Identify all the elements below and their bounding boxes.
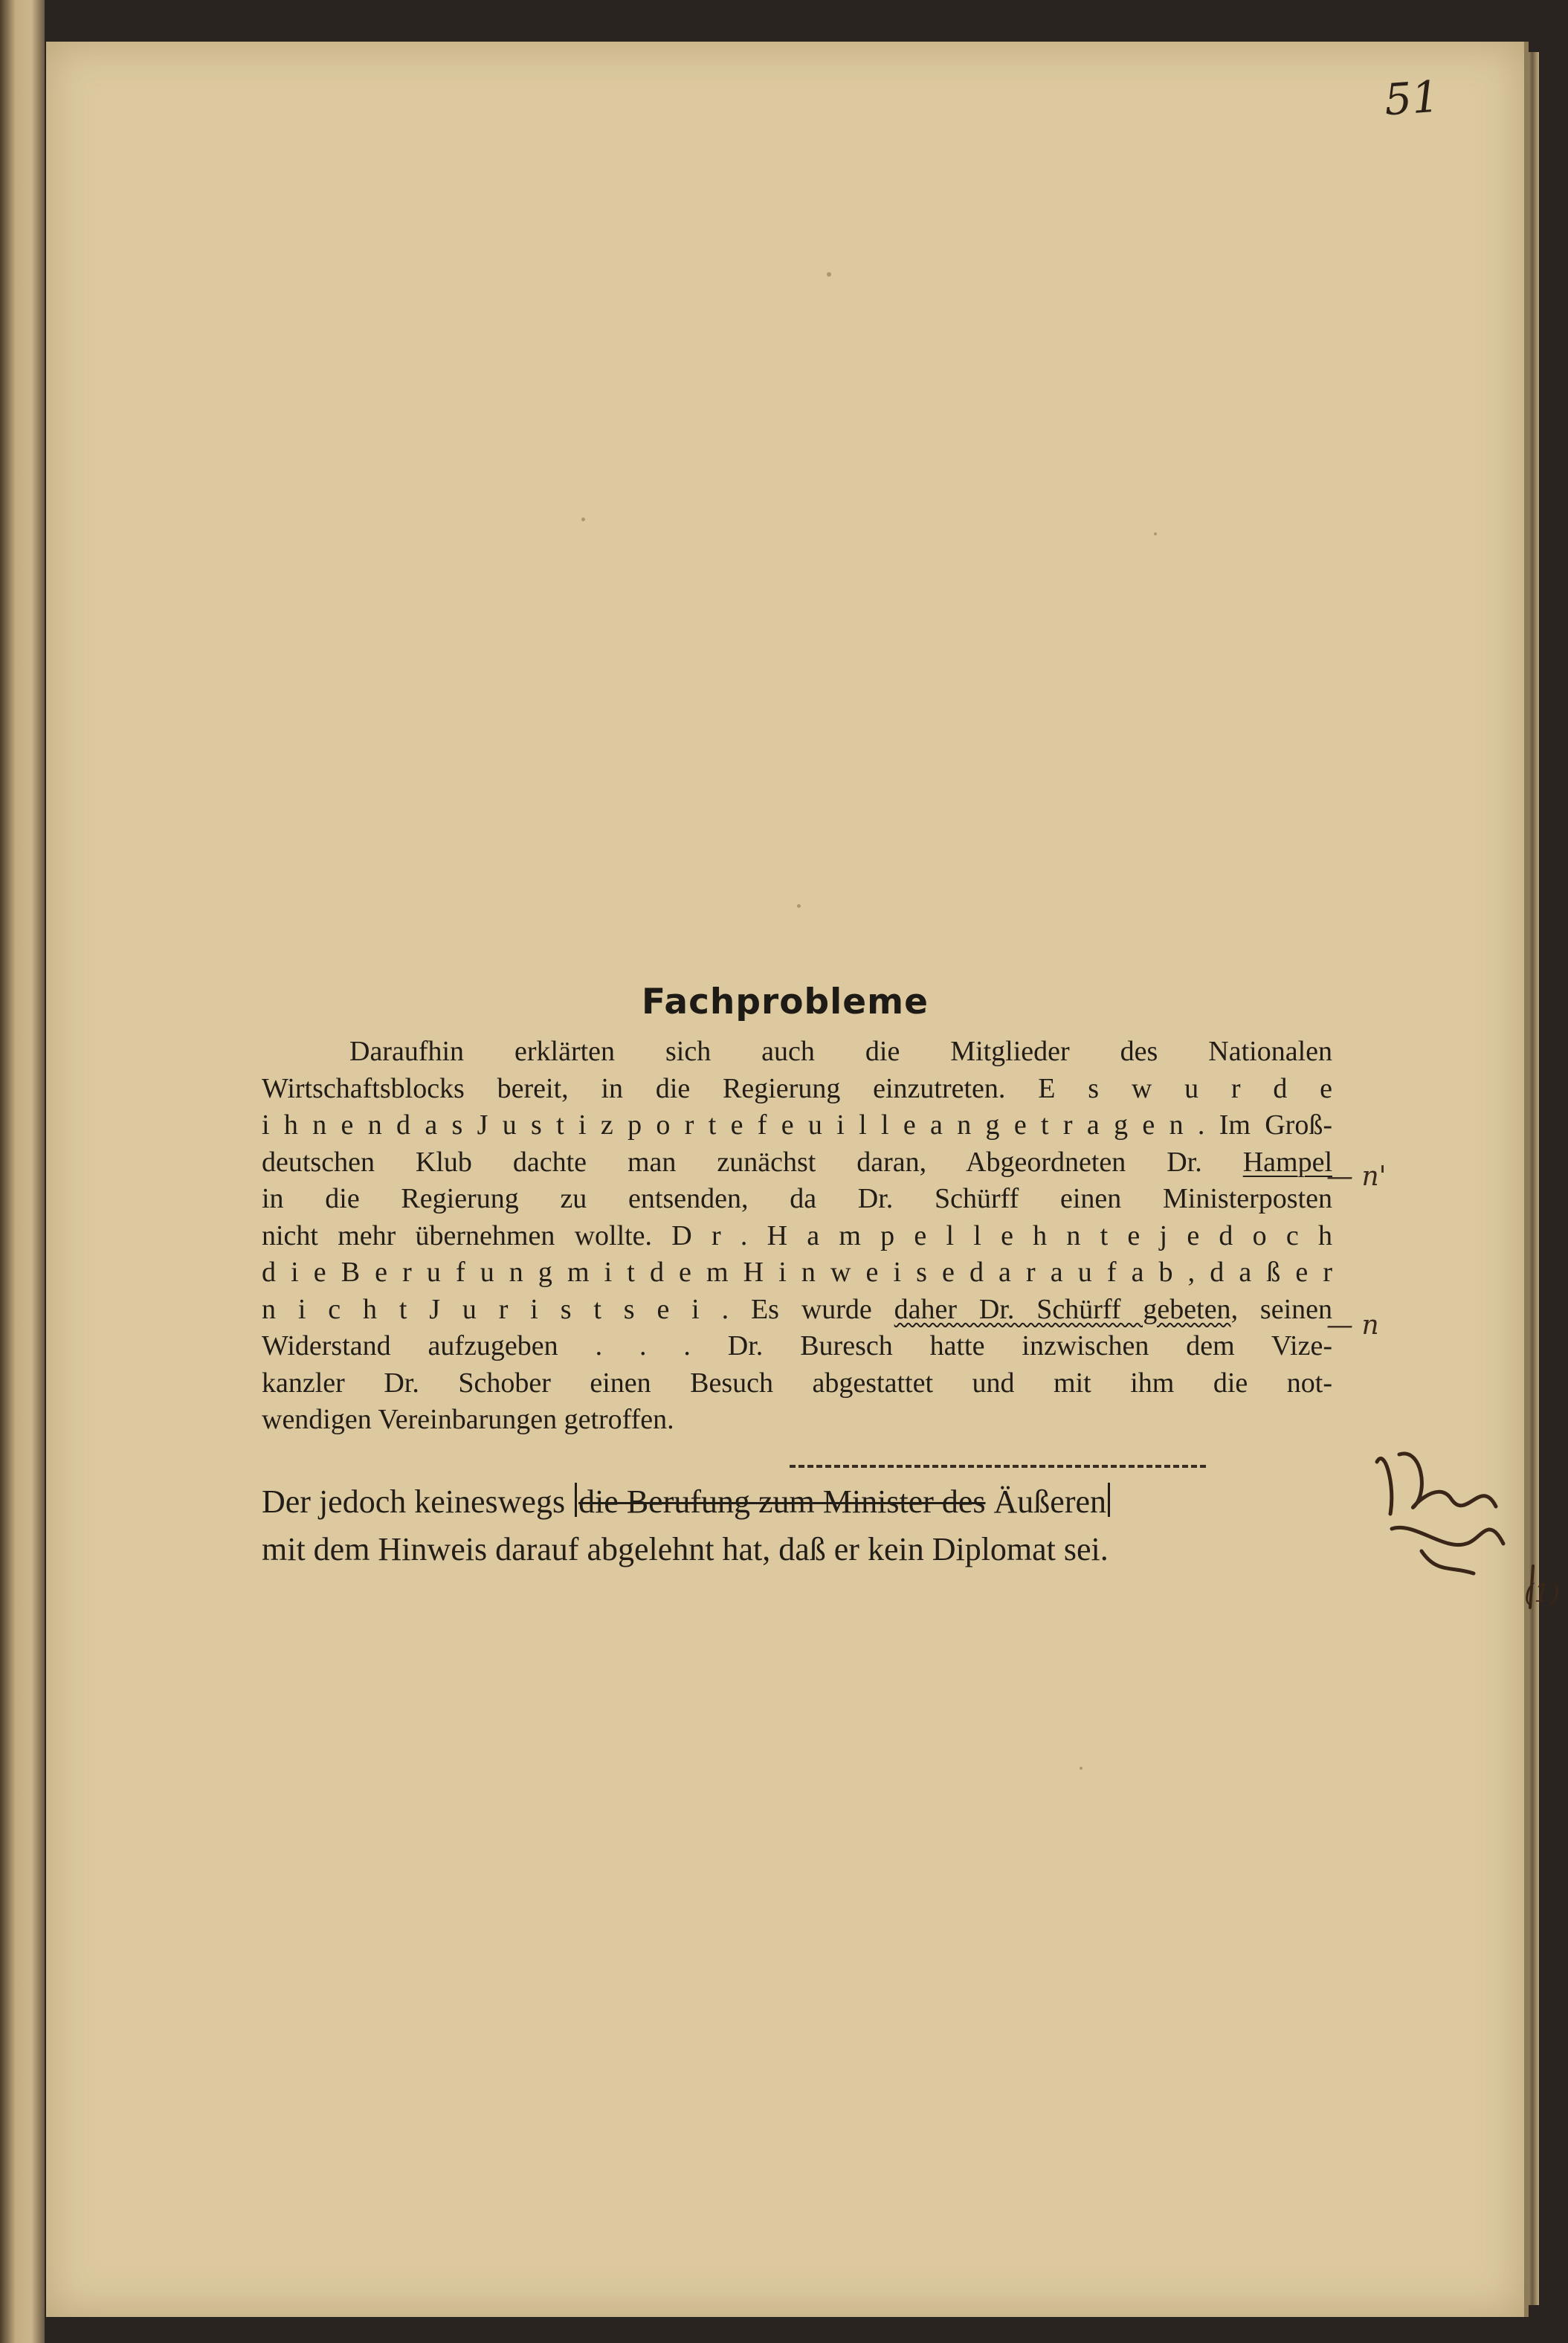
paper-speck — [1080, 1767, 1083, 1770]
dashed-insertion-mark — [790, 1465, 1206, 1474]
underlined-name: Hampel — [1242, 1146, 1333, 1178]
text-fragment: deutschen Klub dachte man zunächst daran, Abgeordneten Dr. — [262, 1146, 1202, 1178]
text-fragment: , seinen — [1230, 1293, 1333, 1325]
text-line: d i e B e r u f u n g m i t d e m H i n w e i s e d a r a u f a b , d a ß e r — [262, 1257, 1332, 1288]
body-paragraph — [262, 1034, 1332, 1439]
document-page — [46, 42, 1561, 2317]
inserted-text — [262, 1478, 1332, 1573]
section-heading: Fachprobleme — [642, 982, 929, 1022]
paper-speck — [1154, 532, 1157, 535]
text-line: Daraufhin erklärten sich auch die Mitglieder des Nationalen — [349, 1036, 1332, 1067]
handwritten-annotation — [1355, 1432, 1568, 1611]
text-fragment: Der jedoch keineswegs — [262, 1483, 566, 1520]
text-line-with-underline — [262, 1292, 1332, 1329]
paper-speck — [827, 272, 831, 277]
paper-speck — [581, 518, 585, 521]
margin-note: — n — [1326, 1310, 1379, 1341]
text-line: kanzler Dr. Schober einen Besuch abgestattet und mit ihm die not- — [262, 1367, 1332, 1399]
text-line: nicht mehr übernehmen wollte. D r . H a m p e l l e h n t e j e d o c h — [262, 1219, 1332, 1251]
text-line: Wirtschaftsblocks bereit, in die Regierung einzutreten. E s w u r d e — [262, 1072, 1332, 1104]
struck-text: die Berufung zum Minister des — [578, 1483, 986, 1520]
edit-bar — [575, 1483, 577, 1517]
text-line: i h n e n d a s J u s t i z p o r t e f e u i l l e a n g e t r a g e n . Im Groß- — [262, 1109, 1332, 1141]
margin-note: — n' — [1326, 1161, 1387, 1192]
text-line: Widerstand aufzugeben . . . Dr. Buresch hatte inzwischen dem Vize- — [262, 1330, 1332, 1361]
handwritten-mark: (1) — [1524, 1579, 1561, 1608]
text-fragment: n i c h t J u r i s t s e i . Es wurde — [262, 1293, 872, 1325]
text-line-with-underline — [262, 1144, 1332, 1182]
text-line: in die Regierung zu entsenden, da Dr. Schürff einen Ministerposten — [262, 1183, 1332, 1214]
book-spine — [0, 0, 45, 2343]
text-fragment: Äußeren — [993, 1483, 1107, 1520]
paper-speck — [797, 904, 801, 908]
text-line: wendigen Vereinbarungen getroffen. — [262, 1404, 674, 1435]
inserted-line — [262, 1478, 1332, 1526]
edit-bar — [1108, 1483, 1110, 1517]
page-number: 51 — [1382, 71, 1442, 126]
underlined-phrase: daher Dr. Schürff gebeten — [894, 1293, 1231, 1325]
inserted-line: mit dem Hinweis darauf abgelehnt hat, daß er kein Diplomat sei. — [262, 1531, 1109, 1567]
